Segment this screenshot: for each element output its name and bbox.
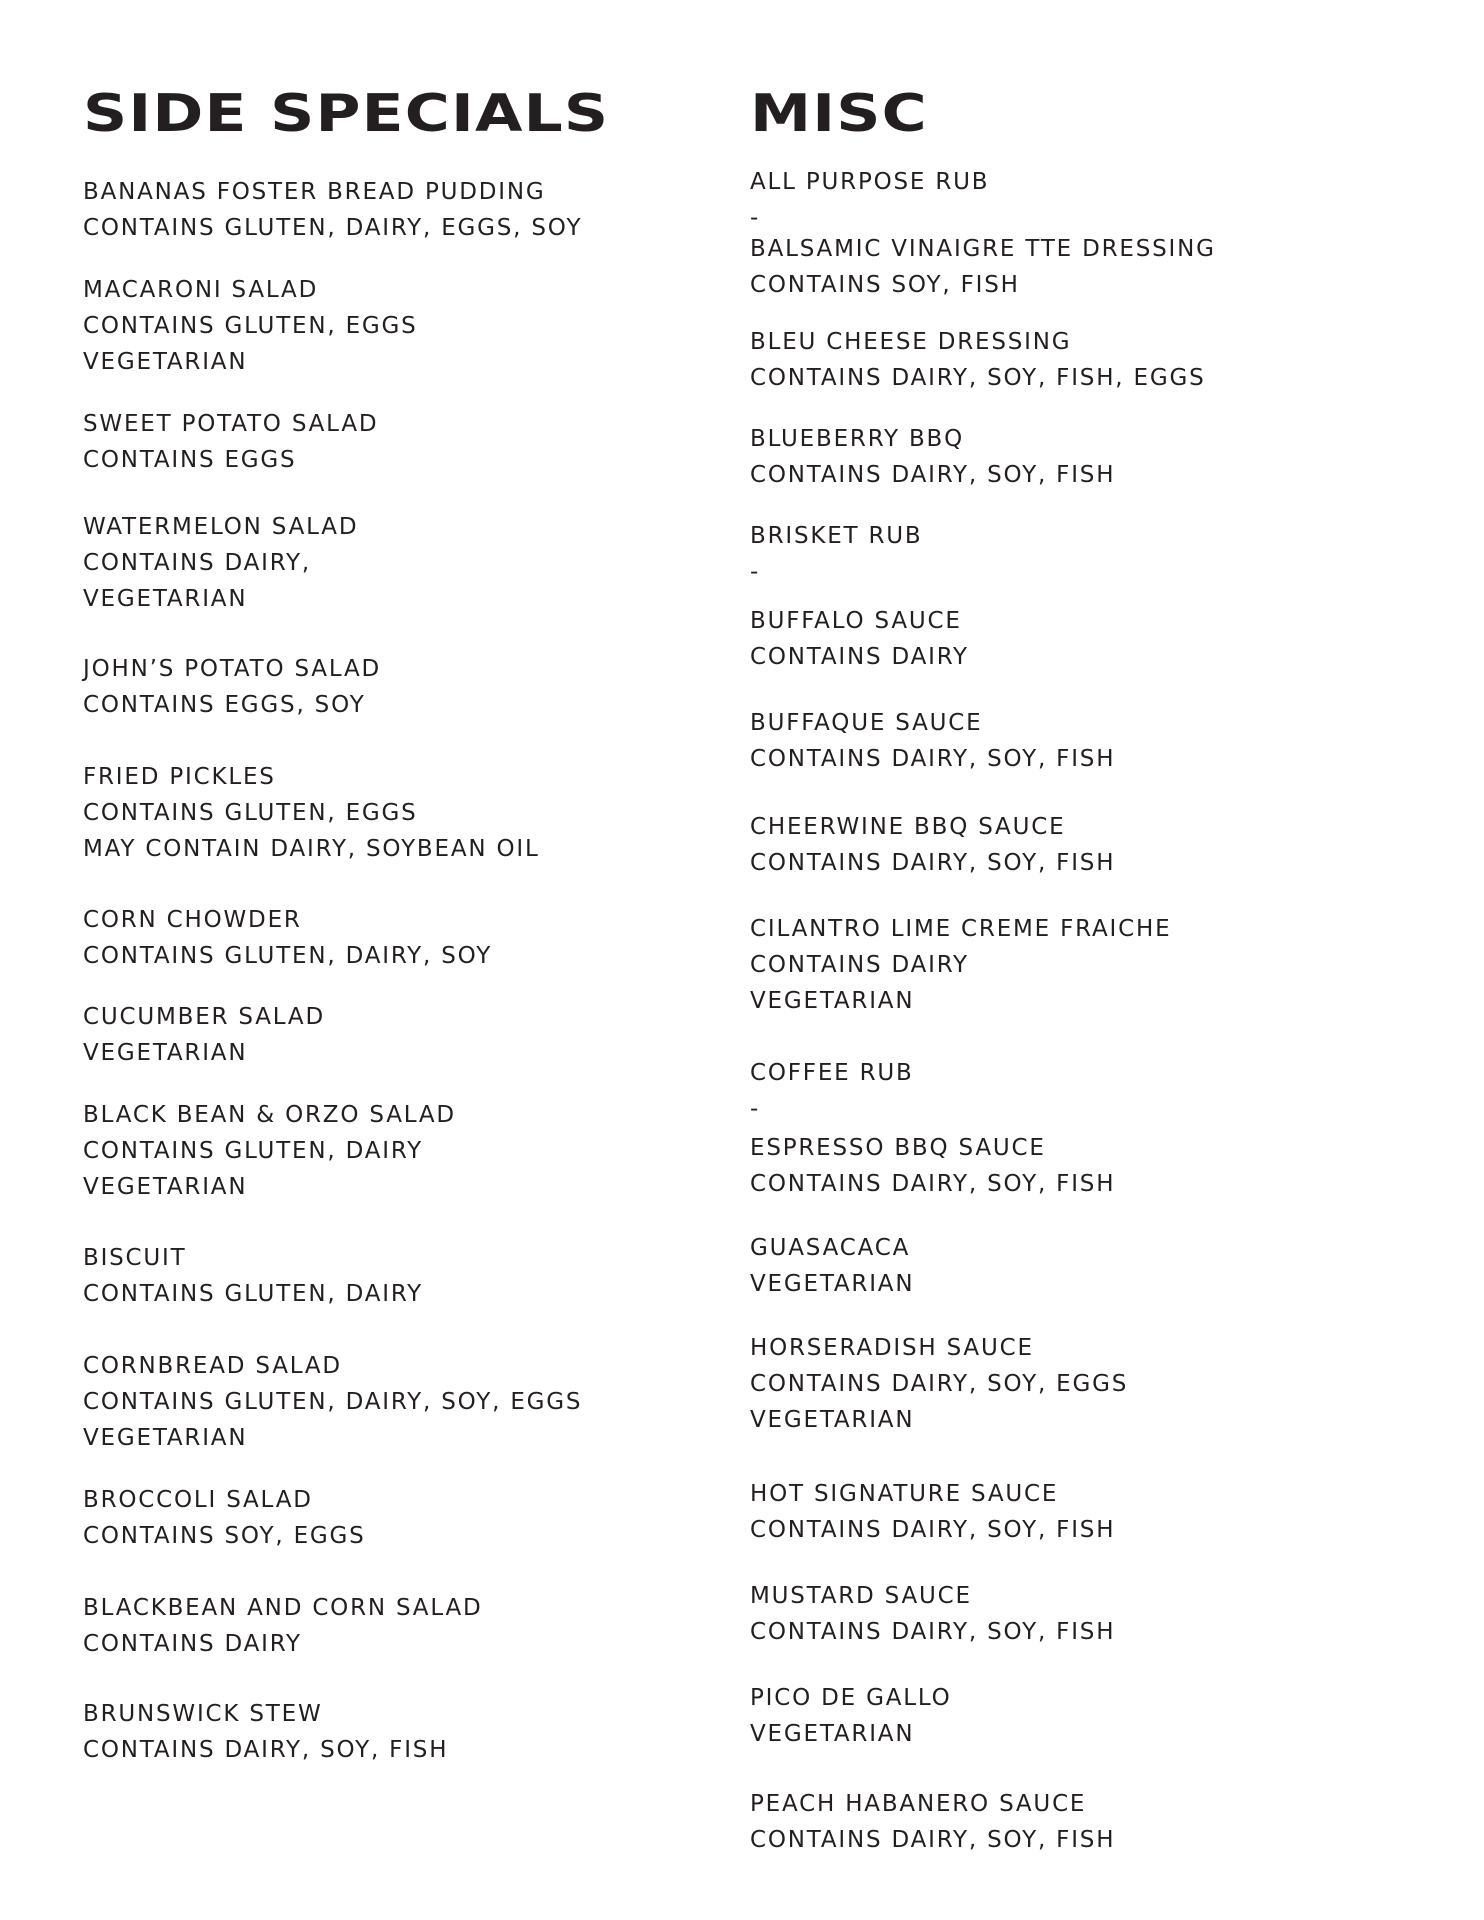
menu-item — [750, 1786, 1115, 1858]
item-name: HOT SIGNATURE SAUCE — [750, 1481, 1059, 1507]
item-note: VEGETARIAN — [750, 988, 915, 1014]
item-note: CONTAINS SOY, FISH — [750, 272, 1020, 298]
item-note: VEGETARIAN — [750, 1407, 915, 1433]
item-name: MUSTARD SAUCE — [750, 1583, 972, 1609]
menu-item — [750, 1055, 914, 1127]
item-note: CONTAINS DAIRY — [750, 952, 969, 978]
menu-item — [83, 272, 418, 380]
item-note: VEGETARIAN — [750, 1721, 915, 1747]
menu-item — [750, 911, 1171, 1019]
item-note: CONTAINS DAIRY, SOY, FISH — [750, 1827, 1116, 1853]
item-name: PICO DE GALLO — [750, 1685, 952, 1711]
item-note: CONTAINS DAIRY, SOY, FISH — [750, 1171, 1116, 1197]
item-name: FRIED PICKLES — [83, 764, 276, 790]
item-note: VEGETARIAN — [750, 1271, 915, 1297]
item-name: BUFFALO SAUCE — [750, 608, 962, 634]
item-name: BLEU CHEESE DRESSING — [750, 329, 1072, 355]
item-note: VEGETARIAN — [83, 1425, 248, 1451]
item-note: CONTAINS DAIRY, SOY, FISH — [83, 1737, 449, 1763]
item-note: VEGETARIAN — [83, 586, 248, 612]
menu-item — [83, 509, 358, 617]
item-note: CONTAINS GLUTEN, DAIRY, SOY — [83, 943, 493, 969]
menu-item — [83, 1696, 448, 1768]
item-note: CONTAINS GLUTEN, DAIRY, SOY, EGGS — [83, 1389, 583, 1415]
item-name: BLACKBEAN AND CORN SALAD — [83, 1595, 483, 1621]
item-name: PEACH HABANERO SAUCE — [750, 1791, 1087, 1817]
item-name: GUASACACA — [750, 1235, 911, 1261]
item-name: COFFEE RUB — [750, 1060, 914, 1086]
item-name: WATERMELON SALAD — [83, 514, 359, 540]
menu-item — [83, 406, 378, 478]
item-note: CONTAINS DAIRY — [750, 644, 969, 670]
menu-item — [750, 1130, 1115, 1202]
item-name: BRUNSWICK STEW — [83, 1701, 323, 1727]
item-note: CONTAINS GLUTEN, DAIRY — [83, 1138, 423, 1164]
item-name: MACARONI SALAD — [83, 277, 319, 303]
item-note: CONTAINS GLUTEN, DAIRY, EGGS, SOY — [83, 215, 583, 241]
menu-item — [750, 421, 1115, 493]
menu-item — [750, 1330, 1128, 1438]
item-note: CONTAINS GLUTEN, DAIRY — [83, 1281, 423, 1307]
menu-item — [83, 1348, 582, 1456]
menu-item — [750, 1680, 952, 1752]
menu-item — [750, 1230, 914, 1302]
menu-item — [83, 1482, 366, 1554]
menu-item — [83, 1240, 423, 1312]
item-name: SWEET POTATO SALAD — [83, 411, 379, 437]
item-note: CONTAINS DAIRY — [83, 1631, 302, 1657]
item-name: CORN CHOWDER — [83, 907, 302, 933]
item-name: BISCUIT — [83, 1245, 187, 1271]
item-name: ALL PURPOSE RUB — [750, 169, 990, 195]
menu-item — [83, 174, 582, 246]
item-name: ESPRESSO BBQ SAUCE — [750, 1135, 1046, 1161]
item-note: VEGETARIAN — [83, 349, 248, 375]
item-name: BANANAS FOSTER BREAD PUDDING — [83, 179, 546, 205]
menu-item — [83, 999, 325, 1071]
item-note: MAY CONTAIN DAIRY, SOYBEAN OIL — [83, 836, 540, 862]
menu-item — [750, 324, 1206, 396]
menu-item — [750, 164, 989, 236]
item-note: CONTAINS DAIRY, SOY, FISH — [750, 1619, 1116, 1645]
item-note: CONTAINS EGGS, SOY — [83, 692, 366, 718]
item-name: CILANTRO LIME CREME FRAICHE — [750, 916, 1172, 942]
item-note: - — [750, 205, 761, 231]
item-name: JOHN’S POTATO SALAD — [83, 656, 382, 682]
item-note: CONTAINS DAIRY, SOY, FISH — [750, 850, 1116, 876]
item-note: CONTAINS DAIRY, SOY, EGGS — [750, 1371, 1129, 1397]
item-note: VEGETARIAN — [83, 1040, 248, 1066]
item-name: CHEERWINE BBQ SAUCE — [750, 814, 1066, 840]
menu-item — [83, 1097, 456, 1205]
menu-item — [750, 518, 923, 590]
item-note: CONTAINS SOY, EGGS — [83, 1523, 366, 1549]
menu-item — [83, 1590, 483, 1662]
misc-heading: MISC — [750, 84, 928, 144]
item-name: BRISKET RUB — [750, 523, 923, 549]
item-name: BLACK BEAN & ORZO SALAD — [83, 1102, 456, 1128]
item-name: HORSERADISH SAUCE — [750, 1335, 1034, 1361]
item-note: - — [750, 1096, 761, 1122]
item-note: CONTAINS DAIRY, SOY, FISH — [750, 462, 1116, 488]
side-specials-heading: SIDE SPECIALS — [83, 84, 610, 144]
menu-item — [750, 1578, 1115, 1650]
item-name: BROCCOLI SALAD — [83, 1487, 313, 1513]
item-note: CONTAINS DAIRY, — [83, 550, 311, 576]
menu-item — [750, 1476, 1115, 1548]
menu-item — [750, 809, 1115, 881]
menu-item — [750, 603, 969, 675]
menu-item — [83, 651, 381, 723]
item-note: CONTAINS GLUTEN, EGGS — [83, 313, 418, 339]
menu-item — [750, 705, 1115, 777]
item-name: CUCUMBER SALAD — [83, 1004, 325, 1030]
item-name: BUFFAQUE SAUCE — [750, 710, 983, 736]
item-note: - — [750, 559, 761, 585]
item-note: CONTAINS EGGS — [83, 447, 297, 473]
menu-item — [750, 231, 1216, 303]
item-note: VEGETARIAN — [83, 1174, 248, 1200]
item-name: BALSAMIC VINAIGRE TTE DRESSING — [750, 236, 1216, 262]
item-name: CORNBREAD SALAD — [83, 1353, 342, 1379]
menu-item — [83, 759, 540, 867]
item-note: CONTAINS DAIRY, SOY, FISH — [750, 1517, 1116, 1543]
item-note: CONTAINS DAIRY, SOY, FISH — [750, 746, 1116, 772]
menu-item — [83, 902, 492, 974]
item-note: CONTAINS DAIRY, SOY, FISH, EGGS — [750, 365, 1206, 391]
item-note: CONTAINS GLUTEN, EGGS — [83, 800, 418, 826]
item-name: BLUEBERRY BBQ — [750, 426, 965, 452]
